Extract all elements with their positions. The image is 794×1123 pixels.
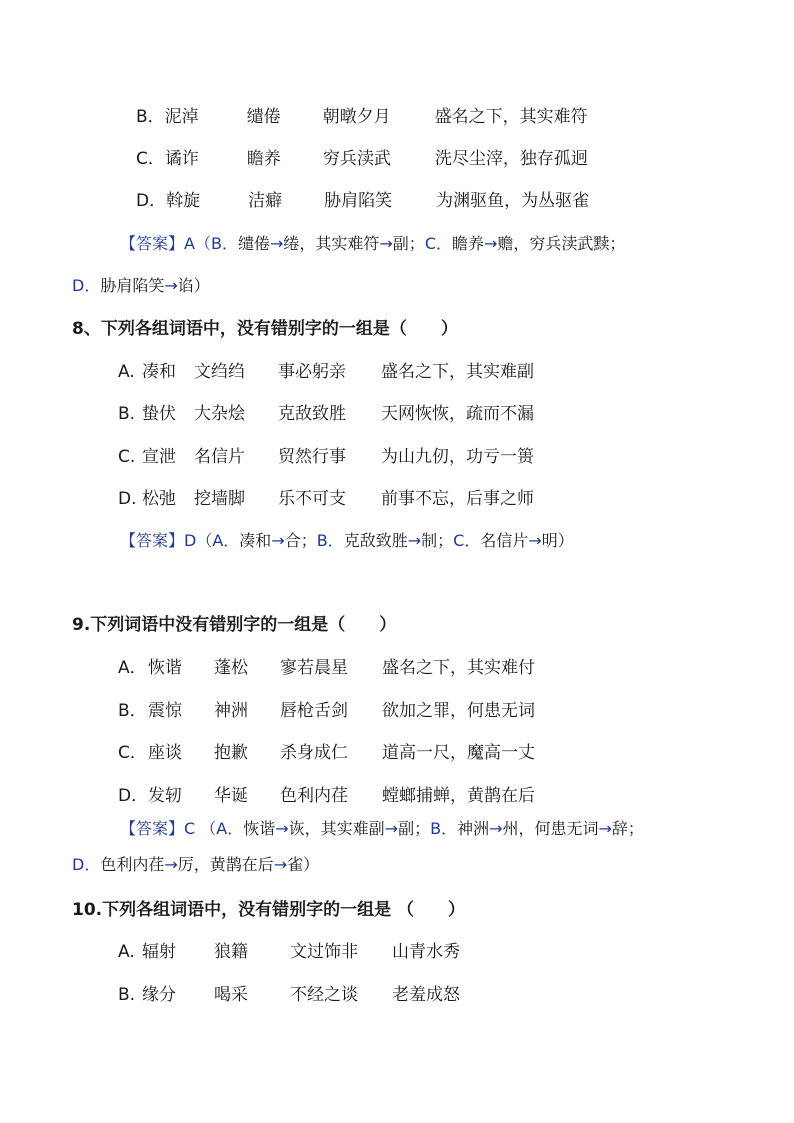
q9-option-c — [118, 742, 535, 764]
option-word: 寥若晨星 — [280, 658, 348, 678]
option-word: 神洲 — [214, 701, 248, 721]
arrow-icon: → — [164, 855, 178, 874]
q9-title: 9.下列词语中没有错别字的一组是（ ） — [72, 615, 397, 635]
q9-option-a — [118, 657, 535, 679]
option-label: A. — [118, 362, 135, 382]
option-word: 为山九仞，功亏一篑 — [381, 447, 534, 467]
option-label: A. — [118, 942, 135, 962]
arrow-icon: → — [271, 531, 285, 550]
answer-text: 色利内荏 — [100, 855, 165, 874]
option-word: 穷兵渎武 — [322, 149, 391, 169]
option-word: 不经之谈 — [290, 985, 358, 1005]
option-label: D． — [118, 786, 149, 806]
q8-option-a — [118, 361, 534, 383]
answer-text: B． — [430, 819, 458, 838]
answer-text: 厉，黄鹊在后 — [177, 855, 274, 874]
option-word: 蓬松 — [214, 658, 248, 678]
q8-option-b — [118, 403, 534, 425]
q8-option-d — [118, 488, 534, 510]
option-word: 为渊驱鱼，为丛驱雀 — [436, 191, 590, 211]
answer-text: B． — [210, 234, 238, 253]
option-word: 泥淖 — [164, 107, 199, 127]
arrow-icon: → — [164, 276, 178, 295]
answer-text: A． — [212, 531, 240, 550]
q8-title: 8、下列各组词语中，没有错别字的一组是（ ） — [72, 319, 458, 339]
answer-text: 副； — [392, 234, 425, 253]
option-label: C． — [136, 149, 165, 169]
option-word: 洗尽尘滓，独存孤迥 — [434, 149, 588, 169]
q7-option-d — [136, 190, 589, 212]
option-word: 洁癖 — [248, 191, 283, 211]
option-word: 华诞 — [214, 786, 248, 806]
answer-text: B． — [316, 531, 344, 550]
option-label: C. — [118, 447, 136, 467]
arrow-icon: → — [275, 819, 289, 838]
answer-text: A． — [216, 819, 244, 838]
arrow-icon: → — [598, 819, 612, 838]
option-word: 斡旋 — [166, 191, 201, 211]
answer-text: 绻，其实难符 — [283, 234, 380, 253]
option-word: 文过饰非 — [290, 942, 358, 962]
option-word: 胁肩陷笑 — [324, 191, 393, 211]
answer-text: 胁肩陷笑 — [100, 276, 165, 295]
option-word: 克敌致胜 — [278, 404, 346, 424]
option-word: 道高一尺，魔高一丈 — [382, 743, 535, 763]
answer-text: 制； — [421, 531, 454, 550]
arrow-icon: → — [384, 819, 399, 838]
q8-answer — [120, 530, 574, 552]
answer-text: D． — [72, 855, 101, 874]
answer-tag: 【答案】 — [120, 234, 185, 253]
option-word: 螳螂捕蝉，黄鹊在后 — [382, 786, 535, 806]
q9-answer-line1 — [120, 818, 644, 840]
option-label: B． — [118, 701, 147, 721]
option-word: 辐射 — [142, 942, 176, 962]
answer-text: A（ — [184, 234, 211, 253]
option-word: 色利内荏 — [280, 786, 348, 806]
option-word: 事必躬亲 — [278, 362, 346, 382]
option-word: 瞻养 — [246, 149, 281, 169]
answer-tag: 【答案】 — [120, 531, 185, 550]
option-label: B． — [136, 107, 165, 127]
q7-answer-line2 — [72, 275, 210, 297]
answer-text: C． — [453, 531, 481, 550]
option-word: 喝采 — [214, 985, 248, 1005]
answer-text: 凑和 — [239, 531, 272, 550]
option-word: 挖墙脚 — [194, 489, 245, 509]
option-word: 乐不可支 — [278, 489, 346, 509]
arrow-icon: → — [273, 855, 288, 874]
answer-text: D（ — [184, 531, 213, 550]
option-word: 缱倦 — [246, 107, 281, 127]
q10-title: 10.下列各组词语中，没有错别字的一组是 （ ） — [72, 900, 466, 920]
option-label: D． — [136, 191, 167, 211]
option-word: 朝暾夕月 — [322, 107, 391, 127]
option-label: B. — [118, 985, 136, 1005]
q9-option-d — [118, 785, 535, 807]
option-word: 座谈 — [148, 743, 182, 763]
option-word: 名信片 — [194, 447, 245, 467]
option-word: 山青水秀 — [392, 942, 460, 962]
arrow-icon: → — [528, 531, 542, 550]
arrow-icon: → — [269, 234, 284, 253]
answer-text: C （ — [184, 819, 217, 838]
arrow-icon: → — [407, 531, 422, 550]
answer-text: 谄） — [177, 276, 210, 295]
option-word: 文绉绉 — [194, 362, 245, 382]
option-word: 盛名之下，其实难副 — [381, 362, 534, 382]
option-word: 前事不忘，后事之师 — [381, 489, 534, 509]
option-word: 狼籍 — [214, 942, 248, 962]
answer-text: 明） — [541, 531, 574, 550]
answer-text: 州，何患无词 — [502, 819, 599, 838]
answer-text: 合； — [284, 531, 317, 550]
q7-answer-line1 — [120, 233, 625, 255]
option-word: 宣泄 — [142, 447, 176, 467]
option-word: 贸然行事 — [278, 447, 346, 467]
option-label: B. — [118, 404, 136, 424]
option-word: 唇枪舌剑 — [280, 701, 348, 721]
answer-text: 名信片 — [480, 531, 529, 550]
answer-text: C． — [424, 234, 452, 253]
option-word: 天网恢恢，疏而不漏 — [381, 404, 534, 424]
answer-text: 副； — [398, 819, 431, 838]
option-word: 盛名之下，其实难符 — [434, 107, 588, 127]
answer-text: 雀） — [287, 855, 320, 874]
answer-text: 诙，其实难副 — [288, 819, 385, 838]
option-word: 松弛 — [142, 489, 176, 509]
q10-option-a — [118, 941, 460, 963]
arrow-icon: → — [379, 234, 393, 253]
q9-option-b — [118, 700, 535, 722]
option-word: 谲诈 — [164, 149, 199, 169]
q10-option-b — [118, 984, 460, 1006]
option-word: 缘分 — [142, 985, 176, 1005]
q9-answer-line2 — [72, 854, 319, 876]
option-word: 恢谐 — [148, 658, 182, 678]
option-label: C． — [118, 743, 147, 763]
q7-option-b — [136, 106, 588, 128]
answer-text: 克敌致胜 — [343, 531, 408, 550]
option-word: 凑和 — [142, 362, 176, 382]
option-label: A． — [118, 658, 147, 678]
option-word: 抱歉 — [214, 743, 248, 763]
option-label: D. — [118, 489, 137, 509]
answer-text: D． — [72, 276, 101, 295]
answer-text: 神洲 — [457, 819, 490, 838]
answer-tag: 【答案】 — [120, 819, 185, 838]
arrow-icon: → — [484, 234, 498, 253]
option-word: 盛名之下，其实难付 — [382, 658, 535, 678]
answer-text: 辞； — [611, 819, 644, 838]
option-word: 蛰伏 — [142, 404, 176, 424]
option-word: 欲加之罪，何患无词 — [382, 701, 535, 721]
q8-option-c — [118, 446, 534, 468]
option-word: 震惊 — [148, 701, 182, 721]
answer-text: 瞻养 — [452, 234, 485, 253]
option-word: 杀身成仁 — [280, 743, 348, 763]
option-word: 大杂烩 — [194, 404, 245, 424]
answer-text: 恢谐 — [243, 819, 276, 838]
option-word: 老羞成怒 — [392, 985, 460, 1005]
q7-option-c — [136, 148, 588, 170]
answer-text: 赡，穷兵渎武黩； — [497, 234, 626, 253]
arrow-icon: → — [489, 819, 503, 838]
answer-text: 缱倦 — [237, 234, 270, 253]
option-word: 发轫 — [148, 786, 182, 806]
